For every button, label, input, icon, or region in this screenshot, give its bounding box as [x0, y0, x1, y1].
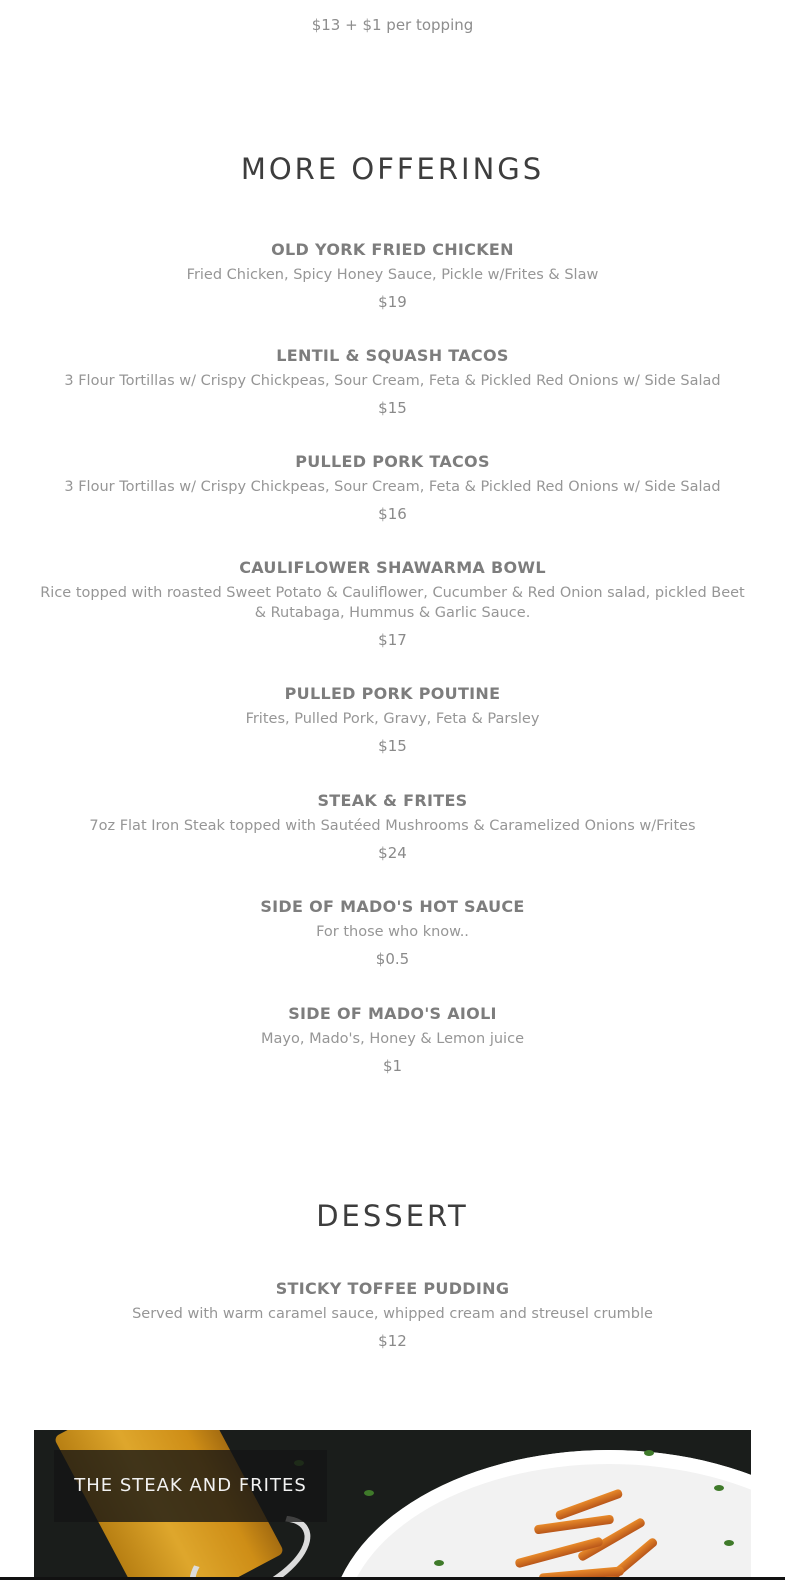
menu-item-name: OLD YORK FRIED CHICKEN	[271, 240, 514, 259]
menu-item	[35, 452, 750, 524]
menu-item-price: $17	[378, 631, 407, 649]
menu-item-description: 3 Flour Tortillas w/ Crispy Chickpeas, Sour Cream, Feta & Pickled Red Onions w/ Side Salad	[64, 373, 721, 389]
menu-item-name: STICKY TOFFEE PUDDING	[275, 1279, 510, 1298]
menu-item-price: $15	[378, 399, 407, 417]
menu-item	[35, 897, 750, 969]
section-title-more-offerings: MORE OFFERINGS	[240, 152, 545, 186]
menu-item-name: CAULIFLOWER SHAWARMA BOWL	[239, 558, 546, 577]
herb-garnish	[724, 1540, 734, 1546]
menu-item-description: For those who know..	[316, 924, 469, 940]
menu-item-name: SIDE OF MADO'S AIOLI	[288, 1004, 497, 1023]
menu-item-name: STEAK & FRITES	[317, 791, 468, 810]
menu-item	[35, 558, 750, 650]
menu-item-price: $15	[378, 737, 407, 755]
menu-item	[35, 684, 750, 756]
menu-item	[35, 240, 750, 312]
menu-item-description: Rice topped with roasted Sweet Potato & Cauliflower, Cucumber & Red Onion salad, pickled Beet & Rutabaga, Hummus & Garlic Sauce.	[40, 585, 745, 621]
menu-item-description: Served with warm caramel sauce, whipped cream and streusel crumble	[132, 1306, 653, 1322]
herb-garnish	[644, 1450, 654, 1456]
pizza-price-note: $13 + $1 per topping	[311, 16, 474, 34]
banner-caption: THE STEAK AND FRITES	[54, 1450, 327, 1522]
menu-item-price: $16	[378, 505, 407, 523]
menu-item-description: 7oz Flat Iron Steak topped with Sautéed Mushrooms & Caramelized Onions w/Frites	[89, 818, 696, 834]
menu-item-description: Fried Chicken, Spicy Honey Sauce, Pickle w/Frites & Slaw	[186, 267, 599, 283]
gallery-banner[interactable]	[34, 1430, 751, 1580]
section-title-dessert: DESSERT	[316, 1199, 469, 1233]
menu-item-price: $24	[378, 844, 407, 862]
menu-item-name: SIDE OF MADO'S HOT SAUCE	[260, 897, 525, 916]
menu-item	[35, 346, 750, 418]
herb-garnish	[714, 1485, 724, 1491]
menu-item	[35, 791, 750, 863]
menu-item-price: $19	[378, 293, 407, 311]
menu-item-price: $1	[382, 1057, 403, 1075]
menu-item	[35, 1279, 750, 1351]
menu-item-description: Mayo, Mado's, Honey & Lemon juice	[261, 1031, 524, 1047]
menu-item-price: $12	[378, 1332, 407, 1350]
menu-item-description: 3 Flour Tortillas w/ Crispy Chickpeas, Sour Cream, Feta & Pickled Red Onions w/ Side Salad	[64, 479, 721, 495]
herb-garnish	[364, 1490, 374, 1496]
herb-garnish	[434, 1560, 444, 1566]
menu-item-name: PULLED PORK TACOS	[295, 452, 490, 471]
menu-item	[35, 1004, 750, 1076]
menu-item-price: $0.5	[375, 950, 410, 968]
menu-item-description: Frites, Pulled Pork, Gravy, Feta & Parsley	[245, 711, 540, 727]
menu-item-name: LENTIL & SQUASH TACOS	[276, 346, 509, 365]
menu-item-name: PULLED PORK POUTINE	[284, 684, 501, 703]
